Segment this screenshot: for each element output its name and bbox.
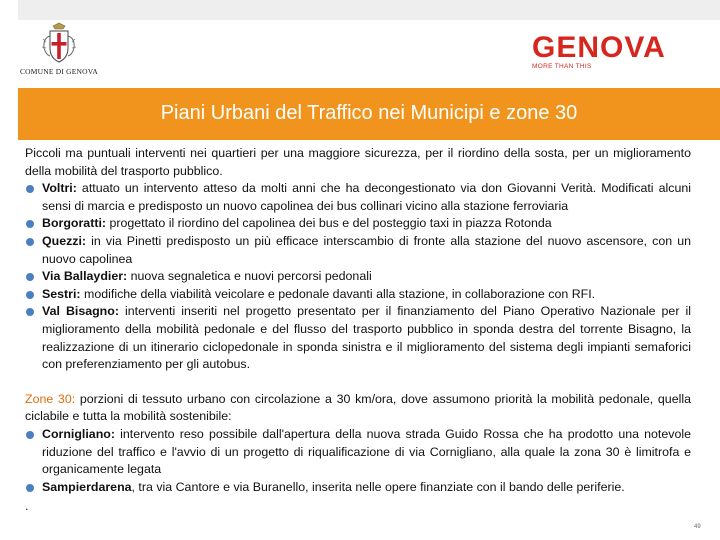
item-text: interventi inseriti nel progetto presentato per il finanziamento del Piano Operativo Nazionale per il miglioramento della mobilità pedonale e del flusso del trasporto pubblico in sponda destra del torrente Bisagno, la realizzazione di un itinerario ciclopedonale in sponda sinistra e il miglioramento del sistema degli impianti semaforici con preferenziamento per gli autobus. [42, 304, 691, 372]
section2-intro-paragraph [25, 391, 691, 426]
top-bar [18, 0, 720, 20]
list-item [25, 233, 691, 268]
item-name: Voltri: [42, 181, 77, 196]
item-text: progettato il riordino del capolinea dei bus e del posteggio taxi in piazza Rotonda [106, 216, 552, 231]
zone30-label: Zone 30: [25, 391, 76, 406]
item-name: Cornigliano: [42, 426, 115, 441]
list-item [25, 180, 691, 215]
brand-tagline: MORE THAN THIS [532, 63, 592, 70]
item-name: Via Ballaydier: [42, 269, 128, 284]
bullet-icon [26, 484, 34, 492]
list-item [25, 215, 691, 233]
item-name: Val Bisagno: [42, 304, 119, 319]
item-name: Sestri: [42, 286, 81, 301]
list-item [25, 268, 691, 286]
item-name: Sampierdarena [42, 479, 132, 494]
slide-content [25, 145, 691, 516]
bullet-icon [26, 238, 34, 246]
section1-intro: Piccoli ma puntuali interventi nei quartieri per una maggiore sicurezza, per il riordino della sosta, per un miglioramento della mobilità del trasporto pubblico. [25, 146, 691, 178]
coat-of-arms-icon [39, 22, 79, 66]
section1-list [25, 180, 691, 374]
bullet-icon [26, 308, 34, 316]
item-text: , tra via Cantore e via Buranello, inserita nelle opere finanziate con il bando delle periferie. [131, 479, 625, 494]
item-text: intervento reso possibile dall'apertura della nuova strada Guido Rossa che ha prodotto una notevole riduzione del traffico e l'avvio di un progetto di riqualificazione di via Cornigliano, alla quale la zona 30 è limitrofa e organicamente legata [42, 426, 691, 477]
list-item [25, 479, 691, 497]
bullet-icon [26, 185, 34, 193]
title-banner [18, 88, 720, 140]
item-name: Quezzi: [42, 233, 87, 248]
list-item [25, 303, 691, 373]
bullet-icon [26, 291, 34, 299]
list-item [25, 426, 691, 479]
brand-wordmark: GENOVA [532, 31, 666, 64]
genova-brand-logo [532, 31, 702, 74]
item-text: nuova segnaletica e nuovi percorsi pedonali [127, 269, 372, 284]
bullet-icon [26, 220, 34, 228]
spacer [25, 374, 691, 391]
trailing-dot: . [25, 499, 29, 514]
item-name: Borgoratti: [42, 216, 107, 231]
comune-di-genova-logo [14, 22, 104, 80]
bullet-icon [26, 431, 34, 439]
page-number: 49 [694, 524, 701, 530]
slide-title: Piani Urbani del Traffico nei Municipi e zone 30 [160, 102, 578, 124]
item-text: in via Pinetti predisposto un più efficace interscambio di fronte alla stazione del nuovo ascensore, con un nuovo capolinea [42, 233, 691, 266]
bullet-icon [26, 273, 34, 281]
logo-caption: COMUNE DI GENOVA [19, 67, 99, 76]
item-text: attuato un intervento atteso da molti anni che ha decongestionato via don Giovanni Verità. Modificati alcuni sensi di marcia e predisposto un nuovo capolinea dei bus collinari vicino alla stazione ferroviaria [42, 181, 691, 213]
section2-list [25, 426, 691, 496]
item-text: modifiche della viabilità veicolare e pedonale davanti alla stazione, in collaborazione con RFI. [80, 286, 596, 301]
section2-intro: porzioni di tessuto urbano con circolazione a 30 km/ora, dove assumono priorità la mobilità pedonale, quella ciclabile e tutta la mobilità sostenibile: [25, 391, 691, 424]
list-item [25, 286, 691, 304]
